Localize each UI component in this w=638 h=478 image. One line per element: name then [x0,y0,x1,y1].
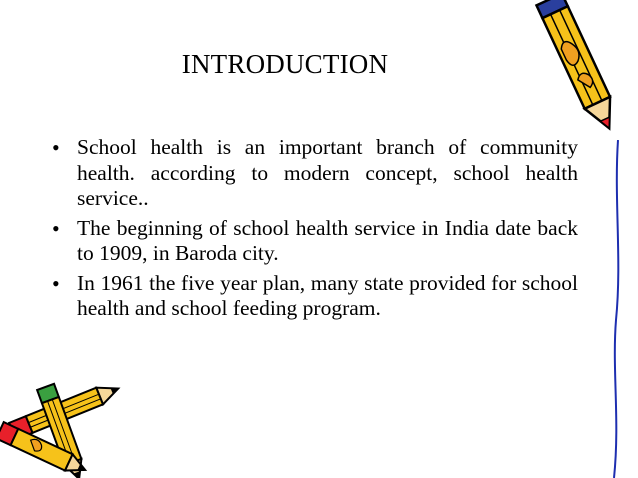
bullet-marker: • [52,215,60,241]
slide-title: INTRODUCTION [181,49,389,79]
bullet-text: School health is an important branch of community health. according to modern concept, school health service.. [77,135,578,210]
bullet-text: In 1961 the five year plan, many state provided for school health and school feeding program. [77,270,578,320]
crossed-pencils-icon [0,370,135,478]
bullet-list [52,135,578,326]
bullet-item [52,271,578,322]
blue-border-line [600,140,630,478]
bullet-text: The beginning of school health service in India date back to 1909, in Baroda city. [77,215,578,265]
bullet-item [52,216,578,267]
bullet-marker: • [52,135,60,160]
bullet-item [52,135,578,212]
pencil-icon [528,0,638,150]
bullet-marker: • [52,270,60,296]
